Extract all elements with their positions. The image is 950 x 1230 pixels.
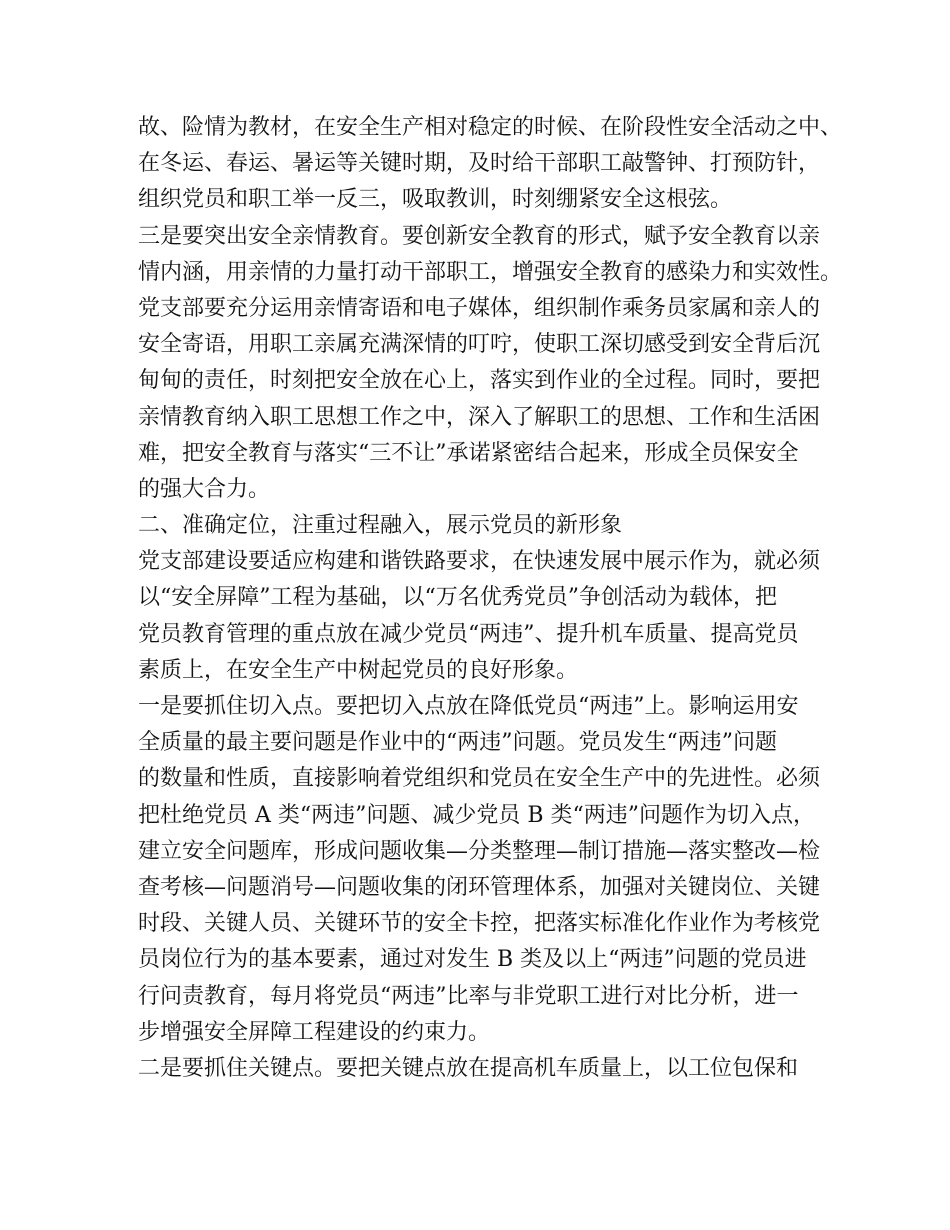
text-line: 三是要突出安全亲情教育。要创新安全教育的形式，赋予安全教育以亲: [138, 223, 821, 249]
text-line: 步增强安全屏障工程建设的约束力。: [138, 1019, 491, 1045]
section-heading: 二、准确定位，注重过程融入，展示党员的新形象: [138, 513, 623, 539]
text-line: 建立安全问题库，形成问题收集—分类整理—制订措施—落实整改—检: [138, 838, 821, 864]
text-line: 党员教育管理的重点放在减少党员“两违”、提升机车质量、提高党员: [138, 621, 799, 647]
text-line: 甸甸的责任，时刻把安全放在心上，落实到作业的全过程。同时，要把: [138, 368, 821, 394]
text-line: 故、险情为教材，在安全生产相对稳定的时候、在阶段性安全活动之中、: [138, 115, 843, 140]
text-line: 行问责教育，每月将党员“两违”比率与非党职工进行对比分析，进一: [138, 983, 799, 1009]
text-line: 党支部要充分运用亲情寄语和电子媒体，组织制作乘务员家属和亲人的: [138, 295, 821, 321]
document-body: [138, 110, 843, 1087]
text-line: 党支部建设要适应构建和谐铁路要求，在快速发展中展示作为，就必须: [138, 549, 821, 575]
text-line: 以“安全屏障”工程为基础，以“万名优秀党员”争创活动为载体，把: [138, 585, 777, 611]
text-line: 的强大合力。: [138, 476, 271, 502]
text-line: 员岗位行为的基本要素，通过对发生 B 类及以上“两违”问题的党员进: [138, 947, 807, 973]
text-line: 亲情教育纳入职工思想工作之中，深入了解职工的思想、工作和生活困: [138, 404, 821, 430]
text-line: 在冬运、春运、暑运等关键时期，及时给干部职工敲警钟、打预防针，: [138, 151, 821, 177]
text-line: 安全寄语，用职工亲属充满深情的叮咛，使职工深切感受到安全背后沉: [138, 332, 821, 358]
text-line: 难，把安全教育与落实“三不让”承诺紧密结合起来，形成全员保安全: [138, 440, 799, 466]
text-line: 全质量的最主要问题是作业中的“两违”问题。党员发生“两违”问题: [138, 730, 777, 756]
text-line: 素质上，在安全生产中树起党员的良好形象。: [138, 657, 579, 683]
text-line: 组织党员和职工举一反三，吸取教训，时刻绷紧安全这根弦。: [138, 187, 733, 213]
text-line: 二是要抓住关键点。要把关键点放在提高机车质量上，以工位包保和: [138, 1055, 799, 1081]
text-line: 一是要抓住切入点。要把切入点放在降低党员“两违”上。影响运用安: [138, 694, 799, 719]
text-line: 情内涵，用亲情的力量打动干部职工，增强安全教育的感染力和实效性。: [138, 259, 843, 285]
text-line: 查考核—问题消号—问题收集的闭环管理体系，加强对关键岗位、关键: [138, 874, 821, 900]
text-line: 时段、关键人员、关键环节的安全卡控，把落实标准化作业作为考核党: [138, 911, 821, 937]
text-line: 的数量和性质，直接影响着党组织和党员在安全生产中的先进性。必须: [138, 766, 821, 792]
text-line: 把杜绝党员 A 类“两违”问题、减少党员 B 类“两违”问题作为切入点，: [138, 802, 816, 828]
